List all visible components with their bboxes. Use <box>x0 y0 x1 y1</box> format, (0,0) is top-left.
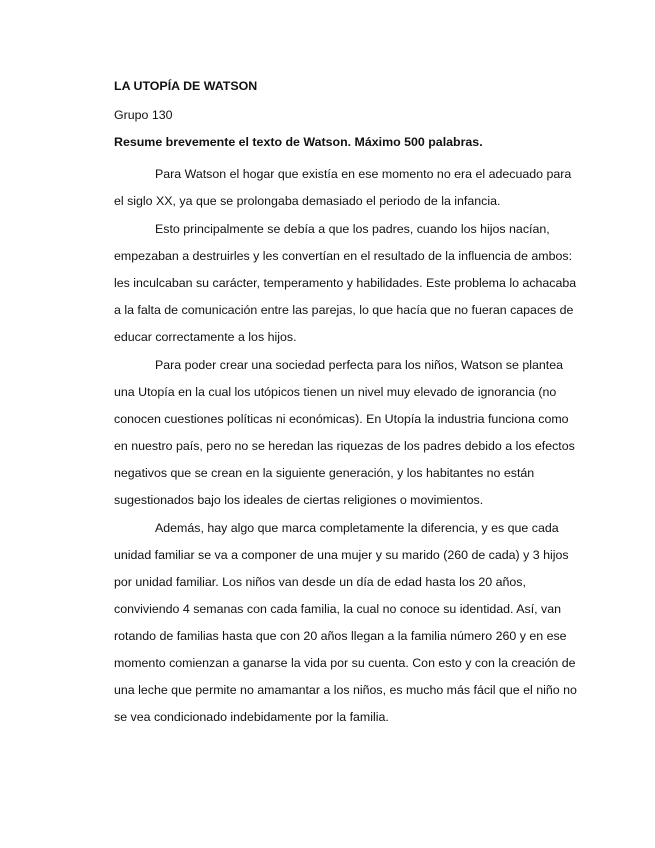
group-label: Grupo 130 <box>114 108 173 122</box>
body-paragraph-1: Para Watson el hogar que existía en ese momento no era el adecuado para el siglo XX, ya que se prolongaba demasiado el periodo de la infancia. <box>114 167 572 208</box>
document-title: LA UTOPÍA DE WATSON <box>114 79 258 93</box>
body-paragraph-2: Esto principalmente se debía a que los padres, cuando los hijos nacían, empezaban a destruirles y les convertían en el resultado de la influencia de ambos: les inculcaban su carácter, temperamento y habilidades. Este problema lo achacaba a la falta de comunicación entre las parejas, lo que hacía que no fueran capaces de educar correctamente a los hijos. <box>114 222 577 344</box>
document-content <box>114 78 578 732</box>
document-body <box>114 161 578 731</box>
body-paragraph-3: Para poder crear una sociedad perfecta para los niños, Watson se plantea una Utopía en la cual los utópicos tienen un nivel muy elevado de ignorancia (no conocen cuestiones políticas ni económicas). En Utopía la industria funciona como en nuestro país, pero no se heredan las riquezas de los padres debido a los efectos negativos que se crean en la siguiente generación, y los habitantes no están sugestionados bajo los ideales de ciertas religiones o movimientos. <box>114 358 575 507</box>
assignment-question: Resume brevemente el texto de Watson. Máximo 500 palabras. <box>114 135 483 149</box>
body-paragraph-4: Además, hay algo que marca completamente la diferencia, y es que cada unidad familiar se va a componer de una mujer y su marido (260 de cada) y 3 hijos por unidad familiar. Los niños van desde un día de edad hasta los 20 años, conviviendo 4 semanas con cada familia, la cual no conoce su identidad. Así, van rotando de familias hasta que con 20 años llegan a la familia número 260 y en ese momento comienzan a ganarse la vida por su cuenta. Con esto y con la creación de una leche que permite no amamantar a los niños, es mucho más fácil que el niño no se vea condicionado indebidamente por la familia. <box>114 521 577 724</box>
